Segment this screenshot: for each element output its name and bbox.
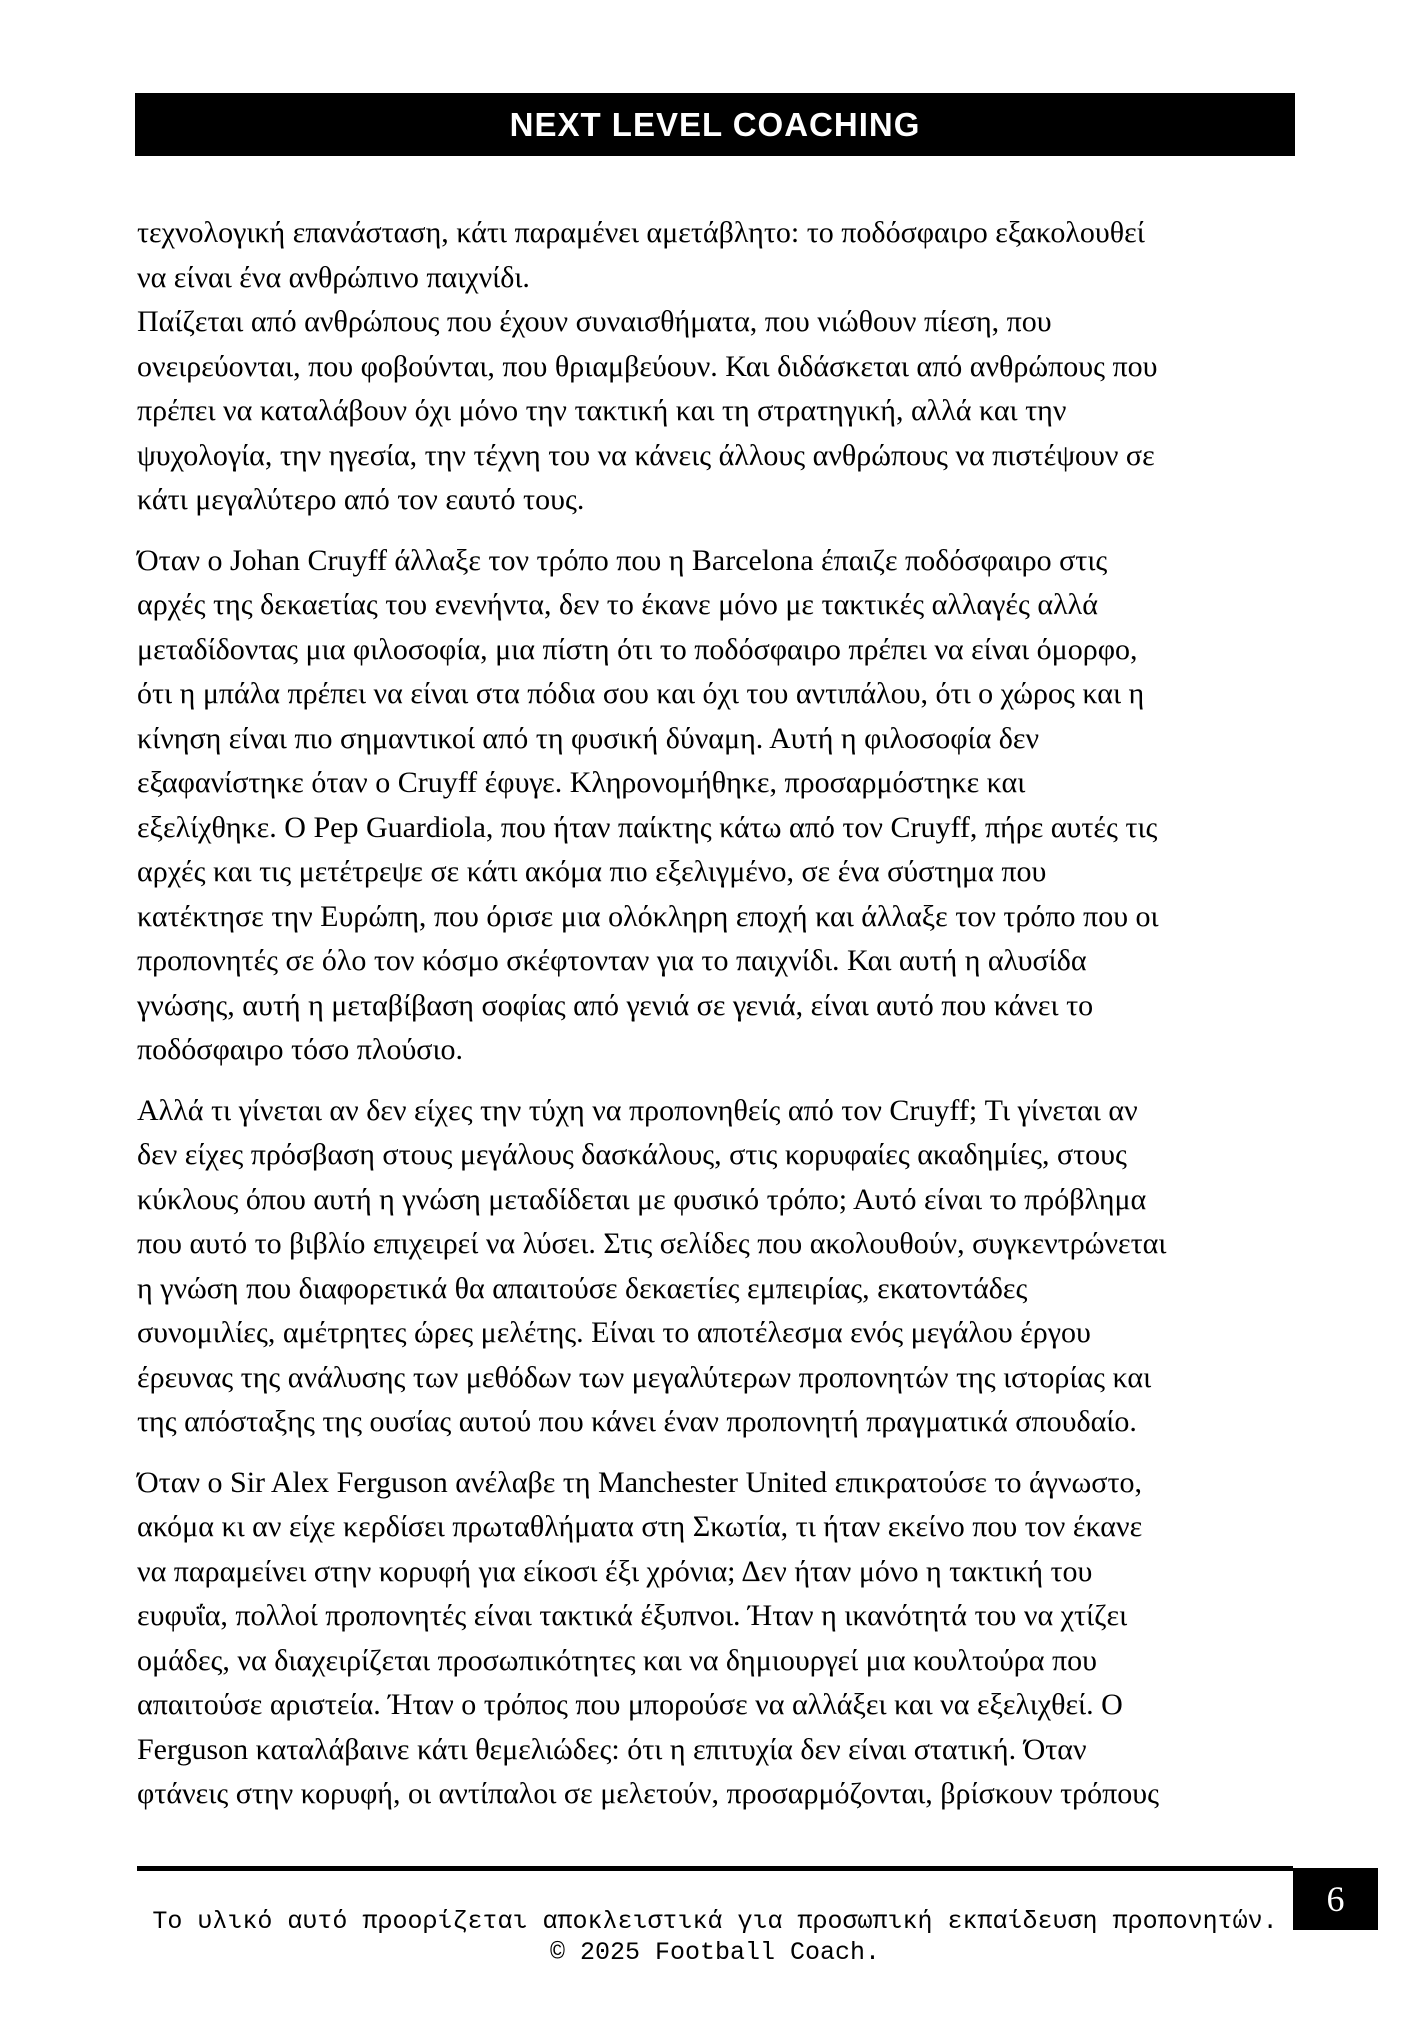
paragraph (137, 1461, 1307, 1817)
text-line: να παραμείνει στην κορυφή για είκοσι έξι χρόνια; Δεν ήταν μόνο η τακτική του (137, 1554, 1093, 1588)
text-line: να είναι ένα ανθρώπινο παιχνίδι. (137, 260, 530, 294)
text-line: έρευνας της ανάλυσης των μεθόδων των μεγαλύτερων προπονητών της ιστορίας και (137, 1360, 1152, 1394)
text-line: τεχνολογική επανάσταση, κάτι παραμένει αμετάβλητο: το ποδόσφαιρο εξακολουθεί (137, 216, 1145, 249)
footer-rule (137, 1866, 1293, 1871)
paragraph (137, 211, 1307, 523)
text-line: πρέπει να καταλάβουν όχι μόνο την τακτική και τη στρατηγική, αλλά και την (137, 394, 1067, 427)
text-line: αρχές και τις μετέτρεψε σε κάτι ακόμα πιο εξελιγμένο, σε ένα σύστημα που (137, 855, 1047, 888)
text-line: κύκλους όπου αυτή η γνώση μεταδίδεται με φυσικό τρόπο; Αυτό είναι το πρόβλημα (137, 1182, 1147, 1216)
text-line: κάτι μεγαλύτερο από τον εαυτό τους. (137, 483, 585, 516)
text-line: ευφυΐα, πολλοί προπονητές είναι τακτικά έξυπνοι. Ήταν η ικανότητά του να χτίζει (137, 1599, 1128, 1632)
text-line: γνώσης, αυτή η μεταβίβαση σοφίας από γενιά σε γενιά, είναι αυτό που κάνει το (137, 988, 1094, 1022)
footer-copyright: © 2025 Football Coach. (549, 1938, 881, 1967)
text-line: Αλλά τι γίνεται αν δεν είχες την τύχη να προπονηθείς από τον Cruyff; Τι γίνεται αν (137, 1093, 1138, 1127)
text-line: Ferguson καταλάβαινε κάτι θεμελιώδες: ότι η επιτυχία δεν είναι στατική. Όταν (137, 1732, 1087, 1766)
text-line: η γνώση που διαφορετικά θα απαιτούσε δεκαετίες εμπειρίας, εκατοντάδες (137, 1271, 1028, 1305)
text-line: εξελίχθηκε. Ο Pep Guardiola, που ήταν παίκτης κάτω από τον Cruyff, πήρε αυτές τις (137, 810, 1158, 844)
text-line: φτάνεις στην κορυφή, οι αντίπαλοι σε μελετούν, προσαρμόζονται, βρίσκουν τρόπους (137, 1777, 1160, 1810)
header-title: NEXT LEVEL COACHING (509, 105, 921, 143)
text-line: κατέκτησε την Ευρώπη, που όρισε μια ολόκληρη εποχή και άλλαξε τον τρόπο που οι (137, 899, 1159, 933)
page-number: 6 (1326, 1879, 1345, 1919)
text-line: Όταν ο Johan Cruyff άλλαξε τον τρόπο που η Barcelona έπαιζε ποδόσφαιρο στις (137, 543, 1108, 577)
text-line: που αυτό το βιβλίο επιχειρεί να λύσει. Στις σελίδες που ακολουθούν, συγκεντρώνεται (137, 1227, 1167, 1260)
text-line: Παίζεται από ανθρώπους που έχουν συναισθήματα, που νιώθουν πίεση, που (137, 305, 1052, 338)
text-line: ομάδες, να διαχειρίζεται προσωπικότητες και να δημιουργεί μια κουλτούρα που (137, 1643, 1097, 1677)
page-number-box (1293, 1868, 1378, 1930)
text-line: προπονητές σε όλο τον κόσμο σκέφτονταν για το παιχνίδι. Και αυτή η αλυσίδα (137, 944, 1087, 977)
text-line: ψυχολογία, την ηγεσία, την τέχνη του να κάνεις άλλους ανθρώπους να πιστέψουν σε (137, 438, 1155, 472)
text-line: αρχές της δεκαετίας του ενενήντα, δεν το έκανε μόνο με τακτικές αλλαγές αλλά (137, 588, 1098, 621)
body-text (137, 211, 1307, 1817)
header-banner (135, 93, 1295, 156)
text-line: απαιτούσε αριστεία. Ήταν ο τρόπος που μπορούσε να αλλάξει και να εξελιχθεί. Ο (137, 1688, 1123, 1721)
text-line: ακόμα κι αν είχε κερδίσει πρωταθλήματα στη Σκωτία, τι ήταν εκείνο που τον έκανε (137, 1510, 1143, 1543)
text-line: ότι η μπάλα πρέπει να είναι στα πόδια σου και όχι του αντιπάλου, ότι ο χώρος και η (137, 677, 1145, 710)
text-line: συνομιλίες, αμέτρητες ώρες μελέτης. Είναι το αποτέλεσμα ενός μεγάλου έργου (137, 1316, 1091, 1349)
text-line: της απόσταξης της ουσίας αυτού που κάνει έναν προπονητή πραγματικά σπουδαίο. (137, 1405, 1137, 1438)
footer (137, 1906, 1293, 1968)
text-line: εξαφανίστηκε όταν ο Cruyff έφυγε. Κληρονομήθηκε, προσαρμόστηκε και (137, 766, 1026, 799)
text-line: ονειρεύονται, που φοβούνται, που θριαμβεύουν. Και διδάσκεται από ανθρώπους που (137, 349, 1158, 383)
text-line: Όταν ο Sir Alex Ferguson ανέλαβε τη Manchester United επικρατούσε το άγνωστο, (137, 1465, 1142, 1499)
text-line: κίνηση είναι πιο σημαντικοί από τη φυσική δύναμη. Αυτή η φιλοσοφία δεν (137, 721, 1040, 755)
paragraph (137, 1089, 1307, 1445)
text-line: μεταδίδοντας μια φιλοσοφία, μια πίστη ότι το ποδόσφαιρο πρέπει να είναι όμορφο, (137, 632, 1138, 666)
footer-disclaimer: Το υλικό αυτό προορίζεται αποκλειστικά για προσωπική εκπαίδευση προπονητών. (152, 1907, 1278, 1936)
text-line: ποδόσφαιρο τόσο πλούσιο. (137, 1033, 464, 1066)
text-line: δεν είχες πρόσβαση στους μεγάλους δασκάλους, στις κορυφαίες ακαδημίες, στους (137, 1138, 1127, 1171)
paragraph (137, 539, 1307, 1073)
